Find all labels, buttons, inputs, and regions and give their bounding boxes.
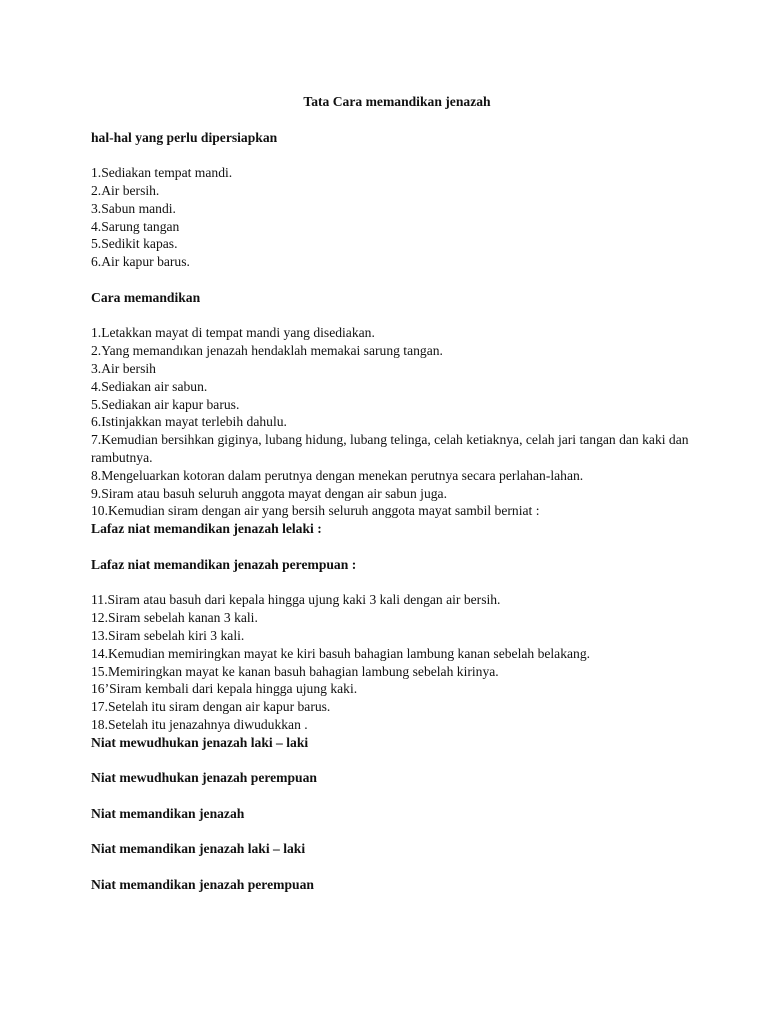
page-title: Tata Cara memandikan jenazah bbox=[303, 94, 491, 109]
niat-wudhu-female-heading: Niat mewudhukan jenazah perempuan bbox=[91, 770, 317, 786]
method-heading: Cara memandikan bbox=[91, 289, 201, 305]
method-item: 3.Air bersih bbox=[91, 360, 156, 376]
method-item: 2.Yang memandıkan jenazah hendaklah memakai sarung tangan. bbox=[91, 343, 443, 359]
prep-item: 2.Air bersih. bbox=[91, 182, 160, 198]
spacer bbox=[91, 751, 708, 769]
spacer bbox=[91, 307, 708, 325]
method-list-continued bbox=[91, 591, 708, 733]
method-item: 18.Setelah itu jenazahnya diwudukkan . bbox=[91, 716, 308, 732]
method-item: 17.Setelah itu siram dengan air kapur barus. bbox=[91, 699, 331, 715]
spacer bbox=[91, 146, 708, 164]
method-item: 14.Kemudian memiringkan mayat ke kiri basuh bahagian lambung kanan sebelah belakang. bbox=[91, 645, 591, 661]
method-item: 11.Siram atau basuh dari kepala hingga ujung kaki 3 kali dengan air bersih. bbox=[91, 592, 501, 608]
prep-item: 4.Sarung tangan bbox=[91, 218, 180, 234]
prep-list bbox=[91, 164, 708, 271]
niat-male-heading: Lafaz niat memandikan jenazah lelaki : bbox=[91, 521, 322, 537]
method-item: 6.Istinjakkan mayat terlebih dahulu. bbox=[91, 414, 287, 430]
spacer bbox=[91, 538, 708, 556]
spacer bbox=[91, 574, 708, 592]
method-item: 8.Mengeluarkan kotoran dalam perutnya dengan menekan perutnya secara perlahan-lahan. bbox=[91, 467, 584, 483]
spacer bbox=[91, 271, 708, 289]
niat-wudhu-male-heading: Niat mewudhukan jenazah laki – laki bbox=[91, 734, 309, 750]
niat-mandi-male-heading: Niat memandikan jenazah laki – laki bbox=[91, 841, 306, 857]
method-item: 10.Kemudian siram dengan air yang bersih seluruh anggota mayat sambil berniat : bbox=[91, 503, 540, 519]
method-item: 5.Sediakan air kapur barus. bbox=[91, 396, 240, 412]
prep-heading: hal-hal yang perlu dipersiapkan bbox=[91, 129, 278, 145]
prep-item: 1.Sediakan tempat mandi. bbox=[91, 165, 233, 181]
method-item: 1.Letakkan mayat di tempat mandi yang disediakan. bbox=[91, 325, 375, 341]
niat-female-heading: Lafaz niat memandikan jenazah perempuan : bbox=[91, 556, 357, 572]
method-item: 9.Siram atau basuh seluruh anggota mayat dengan air sabun juga. bbox=[91, 485, 447, 501]
spacer bbox=[91, 787, 708, 805]
prep-item: 5.Sedikit kapas. bbox=[91, 236, 178, 252]
niat-mandi-heading: Niat memandikan jenazah bbox=[91, 805, 245, 821]
spacer bbox=[91, 823, 708, 841]
prep-item: 6.Air kapur barus. bbox=[91, 254, 190, 270]
method-item: 7.Kemudian bersihkan giginya, lubang hidung, lubang telinga, celah ketiaknya, celah jari tangan dan kaki dan rambutnya. bbox=[91, 432, 689, 465]
method-item: 13.Siram sebelah kiri 3 kali. bbox=[91, 627, 245, 643]
method-item: 4.Sediakan air sabun. bbox=[91, 378, 208, 394]
method-item: 16’Siram kembali dari kepala hingga ujung kaki. bbox=[91, 681, 358, 697]
method-item: 12.Siram sebelah kanan 3 kali. bbox=[91, 610, 258, 626]
method-list bbox=[91, 324, 708, 520]
prep-item: 3.Sabun mandi. bbox=[91, 200, 176, 216]
niat-mandi-female-heading: Niat memandikan jenazah perempuan bbox=[91, 877, 314, 893]
method-item: 15.Memiringkan mayat ke kanan basuh bahagian lambung sebelah kirinya. bbox=[91, 663, 499, 679]
spacer bbox=[91, 858, 708, 876]
